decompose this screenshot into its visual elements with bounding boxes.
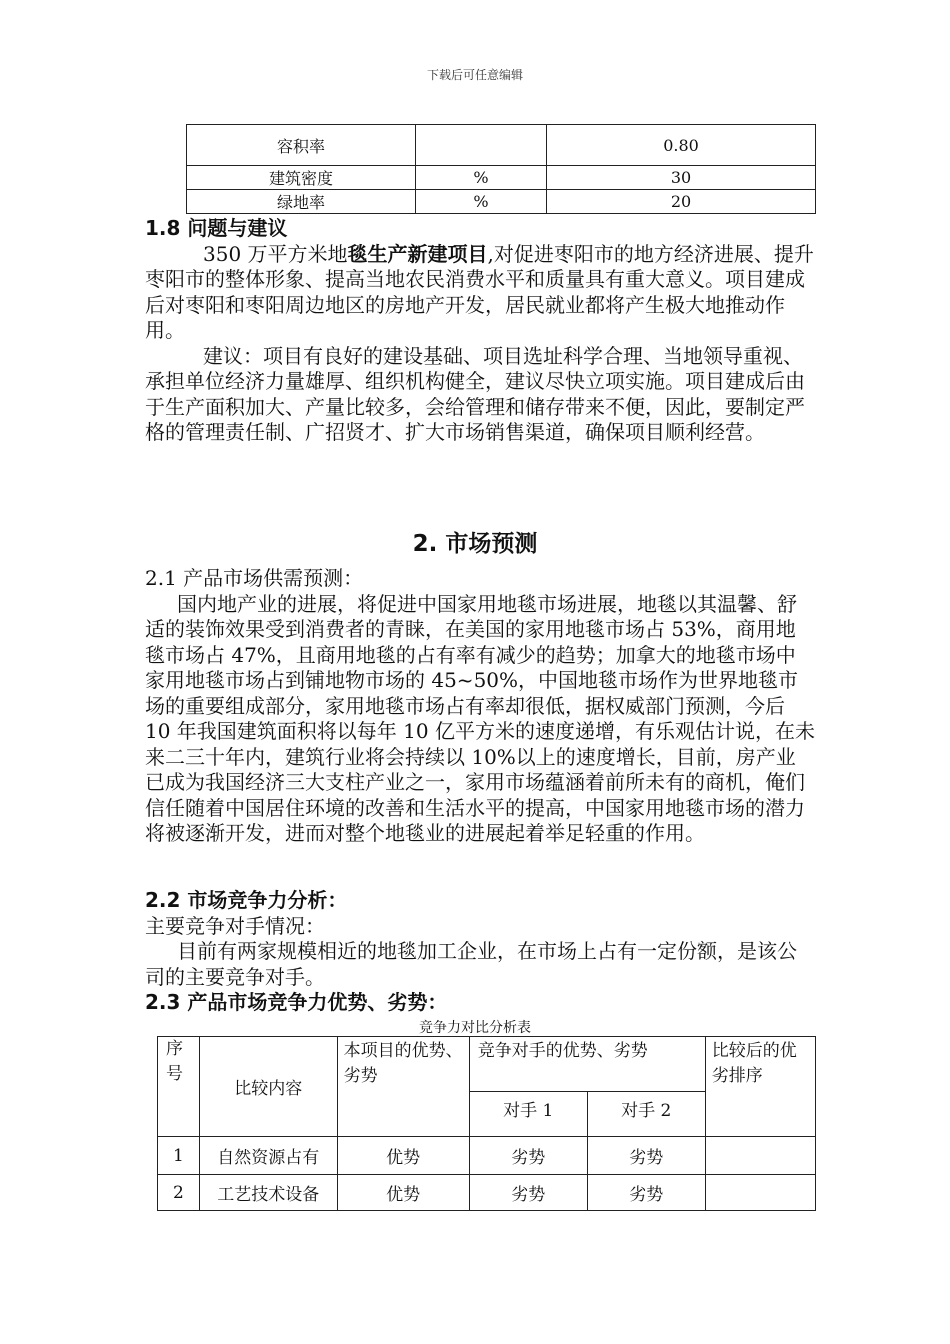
indicator-name: 建筑密度 xyxy=(187,166,416,190)
paragraph-text: ,对促进枣阳市的地方经济进展、提升枣阳市的整体形象、提高当地农民消费水平和质量具有重大意义。项目建成后对枣阳和枣阳周边地区的房地产开发，居民就业都将产生极大地推动作用。 xyxy=(145,241,814,342)
header-rank: 比较后的优劣排序 xyxy=(705,1037,815,1137)
table-header-row xyxy=(158,1037,816,1092)
section-heading: 1.8 问题与建议 xyxy=(145,216,288,240)
cell-competitor-1: 劣势 xyxy=(469,1175,587,1211)
cell-content: 工艺技术设备 xyxy=(199,1175,337,1211)
cell-rank xyxy=(705,1137,815,1175)
cell-competitor-1: 劣势 xyxy=(469,1137,587,1175)
paragraph: 国内地产业的进展，将促进中国家用地毯市场进展，地毯以其温馨、舒适的装饰效果受到消费者的青睐，在美国的家用地毯市场占 53%，商用地毯市场占 47%，且商用地毯的占有率有减少的趋势；加拿大的地毯市场中家用地毯市场占到铺地物市场的 45~50%，中国地毯市场作为世界地毯市场的重要组成部分，家用地毯市场占有率却很低，据权威部门预测，今后 10 年我国建筑面积将以每年 10 亿平方米的速度递增，有乐观估计说，在未来二三十年内，建筑行业将会持续以 10%以上的速度增长，目前，房产业已成为我国经济三大支柱产业之一，家用市场蕴涵着前所未有的商机，俺们信任随着中国居住环境的改善和生活水平的提高，中国家用地毯市场的潜力将被逐渐开发，进而对整个地毯业的进展起着举足轻重的作用。 xyxy=(145,591,815,845)
section-heading: 2.3 产品市场竞争力优势、劣势： xyxy=(145,990,448,1014)
cell-self: 优势 xyxy=(337,1175,469,1211)
table-row xyxy=(187,125,816,166)
indicator-name: 容积率 xyxy=(187,125,416,166)
table-row xyxy=(187,190,816,214)
indicator-value: 0.80 xyxy=(547,125,816,166)
cell-no: 1 xyxy=(158,1137,200,1175)
cell-content: 自然资源占有 xyxy=(199,1137,337,1175)
header-note: 下载后可任意编辑 xyxy=(426,68,523,82)
indicator-unit: % xyxy=(416,190,547,214)
cell-competitor-2: 劣势 xyxy=(587,1137,705,1175)
indicator-value: 30 xyxy=(547,166,816,190)
competition-table xyxy=(157,1036,816,1211)
header-competitor-2: 对手 2 xyxy=(587,1092,705,1137)
paragraph-bold-text: 毯生产新建项目 xyxy=(347,241,488,266)
sub-heading: 主要竞争对手情况： xyxy=(145,913,325,938)
table-row xyxy=(187,166,816,190)
section-heading: 2.2 市场竞争力分析： xyxy=(145,888,348,912)
section-2-1 xyxy=(145,566,815,847)
paragraph xyxy=(145,242,815,344)
table-row xyxy=(158,1137,816,1175)
section-2-2 xyxy=(145,888,815,1016)
indicator-unit: % xyxy=(416,166,547,190)
header-content: 比较内容 xyxy=(199,1037,337,1137)
table-caption: 竞争力对比分析表 xyxy=(419,1020,531,1036)
header-competitor-1: 对手 1 xyxy=(469,1092,587,1137)
paragraph: 建议：项目有良好的建设基础、项目选址科学合理、当地领导重视、承担单位经济力量雄厚、组织机构健全，建议尽快立项实施。项目建成后由于生产面积加大、产量比较多，会给管理和储存带来不便，因此，要制定严格的管理责任制、广招贤才、扩大市场销售渠道，确保项目顺利经营。 xyxy=(145,343,805,444)
paragraph: 目前有两家规模相近的地毯加工企业，在市场上占有一定份额，是该公司的主要竞争对手。 xyxy=(145,939,797,989)
indicator-value: 20 xyxy=(547,190,816,214)
paragraph-text: 350 万平方米地 xyxy=(203,241,348,266)
cell-self: 优势 xyxy=(337,1137,469,1175)
header-competitors: 竞争对手的优势、劣势 xyxy=(469,1037,705,1092)
header-no: 序号 xyxy=(158,1037,200,1137)
indicator-unit xyxy=(416,125,547,166)
section-heading: 2.1 产品市场供需预测： xyxy=(145,566,364,590)
cell-rank xyxy=(705,1175,815,1211)
cell-competitor-2: 劣势 xyxy=(587,1175,705,1211)
cell-no: 2 xyxy=(158,1175,200,1211)
section-title: 2. 市场预测 xyxy=(412,531,538,557)
section-1-8 xyxy=(145,216,815,446)
table-row xyxy=(158,1175,816,1211)
indicator-table xyxy=(186,124,816,214)
header-self: 本项目的优势、劣势 xyxy=(337,1037,469,1137)
indicator-name: 绿地率 xyxy=(187,190,416,214)
